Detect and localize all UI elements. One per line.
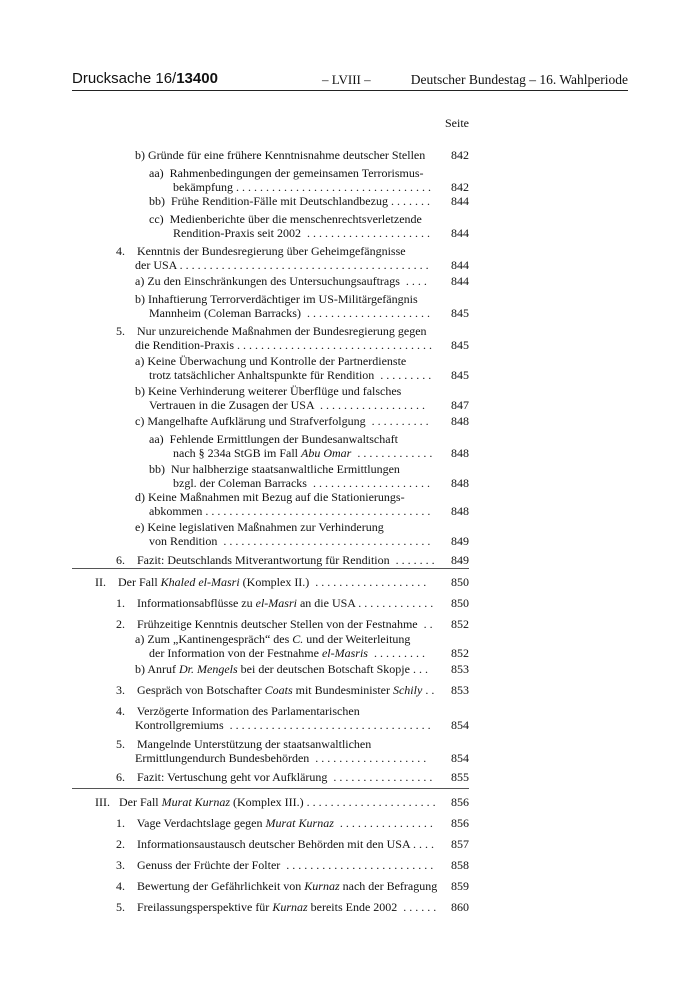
toc-page-number: 848 — [451, 476, 469, 490]
toc-entry-line: a) Zum „Kantinengespräch“ des C. und der Weiterleitung — [135, 632, 411, 646]
toc-entry-line: a) Keine Überwachung und Kontrolle der Partnerdienste — [135, 354, 407, 368]
toc-entry-line: b) Inhaftierung Terrorverdächtiger im US-Militärgefängnis — [135, 292, 418, 306]
toc-page-number: 852 — [451, 646, 469, 660]
toc-page-number: 860 — [451, 900, 469, 914]
toc-entry-line: 6. Fazit: Deutschlands Mitverantwortung für Rendition . . . . . . . — [116, 553, 435, 567]
toc-page-number: 854 — [451, 718, 469, 732]
toc-entry-line: e) Keine legislativen Maßnahmen zur Verhinderung — [135, 520, 384, 534]
toc-page-number: 845 — [451, 368, 469, 382]
page-column-header: Seite — [445, 116, 469, 130]
toc-entry-line: 3. Genuss der Früchte der Folter . . . . . . . . . . . . . . . . . . . . . . . . . — [116, 858, 434, 872]
toc-page-number: 859 — [451, 879, 469, 893]
toc-entry-line: bb) Nur halbherzige staatsanwaltliche Ermittlungen — [149, 462, 400, 476]
toc-entry-line: Vertrauen in die Zusagen der USA . . . . . . . . . . . . . . . . . . — [149, 398, 425, 412]
toc-page-number: 845 — [451, 306, 469, 320]
toc-entry-line: 5. Mangelnde Unterstützung der staatsanwaltlichen — [116, 737, 372, 751]
publisher-title: Deutscher Bundestag – 16. Wahlperiode — [410, 72, 628, 87]
toc-entry-line: 3. Gespräch von Botschafter Coats mit Bundesminister Schily . . — [116, 683, 435, 697]
toc-entry-line: b) Keine Verhinderung weiterer Überflüge und falsches — [135, 384, 402, 398]
toc-entry-line: 5. Freilassungsperspektive für Kurnaz bereits Ende 2002 . . . . . . — [116, 900, 437, 914]
toc-page-number: 842 — [451, 180, 469, 194]
toc-page-number: 853 — [451, 683, 469, 697]
toc-entry-line: bekämpfung . . . . . . . . . . . . . . . . . . . . . . . . . . . . . . . . . — [173, 180, 431, 194]
toc-entry-line: 4. Verzögerte Information des Parlamentarischen — [116, 704, 360, 718]
toc-page-number: 856 — [451, 795, 469, 809]
toc-page-number: 858 — [451, 858, 469, 872]
toc-entry-line: II. Der Fall Khaled el-Masri (Komplex II.) . . . . . . . . . . . . . . . . . . . — [95, 575, 427, 589]
toc-entry-line: b) Gründe für eine frühere Kenntnisnahme deutscher Stellen — [135, 148, 426, 162]
toc-page-number: 850 — [451, 596, 469, 610]
toc-entry-line: aa) Rahmenbedingungen der gemeinsamen Terrorismus- — [149, 166, 424, 180]
toc-page-number: 848 — [451, 446, 469, 460]
toc-entry-line: die Rendition-Praxis . . . . . . . . . . . . . . . . . . . . . . . . . . . . . . . . . — [135, 338, 432, 352]
toc-entry-line: c) Mangelhafte Aufklärung und Strafverfolgung . . . . . . . . . . — [135, 414, 429, 428]
toc-page-number: 842 — [451, 148, 469, 162]
toc-entry-line: 2. Informationsaustausch deutscher Behörden mit den USA . . . . — [116, 837, 434, 851]
toc-page-number: 845 — [451, 338, 469, 352]
toc-entry-line: der USA . . . . . . . . . . . . . . . . . . . . . . . . . . . . . . . . . . . . . . . . . . — [135, 258, 429, 272]
toc-entry-line: 6. Fazit: Vertuschung geht vor Aufklärung . . . . . . . . . . . . . . . . . — [116, 770, 433, 784]
document-number: Drucksache 16/13400 — [72, 70, 218, 87]
section-divider — [72, 568, 469, 569]
toc-page-number: 849 — [451, 553, 469, 567]
toc-entry-line: der Information von der Festnahme el-Masris . . . . . . . . . — [149, 646, 425, 660]
toc-entry-line: Kontrollgremiums . . . . . . . . . . . . . . . . . . . . . . . . . . . . . . . . . . — [135, 718, 431, 732]
toc-page-number: 857 — [451, 837, 469, 851]
toc-entry-line: 2. Frühzeitige Kenntnis deutscher Stellen von der Festnahme . . — [116, 617, 433, 631]
toc-entry-line: aa) Fehlende Ermittlungen der Bundesanwaltschaft — [149, 432, 398, 446]
toc-page-number: 855 — [451, 770, 469, 784]
toc-page-number: 852 — [451, 617, 469, 631]
toc-entry-line: 4. Bewertung der Gefährlichkeit von Kurnaz nach der Befragung — [116, 879, 438, 893]
toc-entry-line: a) Zu den Einschränkungen des Untersuchungsauftrags . . . . — [135, 274, 427, 288]
toc-page-number: 853 — [451, 662, 469, 676]
toc-entry-line: cc) Medienberichte über die menschenrechtsverletzende — [149, 212, 422, 226]
toc-entry-line: bb) Frühe Rendition-Fälle mit Deutschlandbezug . . . . . . . — [149, 194, 430, 208]
toc-page-number: 850 — [451, 575, 469, 589]
toc-page-number: 844 — [451, 258, 469, 272]
section-divider — [72, 788, 469, 789]
header-rule — [72, 90, 628, 91]
toc-entry-line: bzgl. der Coleman Barracks . . . . . . . . . . . . . . . . . . . . — [173, 476, 430, 490]
toc-page-number: 856 — [451, 816, 469, 830]
toc-page-number: 844 — [451, 226, 469, 240]
toc-page-number: 848 — [451, 414, 469, 428]
toc-entry-line: 4. Kenntnis der Bundesregierung über Geheimgefängnisse — [116, 244, 406, 258]
toc-entry-line: d) Keine Maßnahmen mit Bezug auf die Stationierungs- — [135, 490, 405, 504]
toc-entry-line: 5. Nur unzureichende Maßnahmen der Bundesregierung gegen — [116, 324, 427, 338]
toc-page-number: 844 — [451, 194, 469, 208]
toc-entry-line: Rendition-Praxis seit 2002 . . . . . . . . . . . . . . . . . . . . . — [173, 226, 430, 240]
toc-entry-line: Ermittlungendurch Bundesbehörden . . . . . . . . . . . . . . . . . . . — [135, 751, 427, 765]
toc-page-number: 847 — [451, 398, 469, 412]
page-roman-number: – LVIII – — [322, 72, 371, 87]
toc-entry-line: III. Der Fall Murat Kurnaz (Komplex III.) . . . . . . . . . . . . . . . . . . . . . . — [95, 795, 436, 809]
toc-page-number: 848 — [451, 504, 469, 518]
toc-entry-line: nach § 234a StGB im Fall Abu Omar . . . . . . . . . . . . . — [173, 446, 433, 460]
toc-entry-line: b) Anruf Dr. Mengels bei der deutschen Botschaft Skopje . . . — [135, 662, 428, 676]
toc-entry-line: von Rendition . . . . . . . . . . . . . . . . . . . . . . . . . . . . . . . . . . . — [149, 534, 431, 548]
toc-entry-line: 1. Vage Verdachtslage gegen Murat Kurnaz . . . . . . . . . . . . . . . . — [116, 816, 433, 830]
toc-entry-line: Mannheim (Coleman Barracks) . . . . . . . . . . . . . . . . . . . . . — [149, 306, 430, 320]
toc-page-number: 849 — [451, 534, 469, 548]
toc-entry-line: abkommen . . . . . . . . . . . . . . . . . . . . . . . . . . . . . . . . . . . . . . — [149, 504, 431, 518]
toc-entry-line: trotz tatsächlicher Anhaltspunkte für Rendition . . . . . . . . . — [149, 368, 432, 382]
toc-page-number: 854 — [451, 751, 469, 765]
toc-entry-line: 1. Informationsabflüsse zu el-Masri an die USA . . . . . . . . . . . . . — [116, 596, 434, 610]
toc-page-number: 844 — [451, 274, 469, 288]
